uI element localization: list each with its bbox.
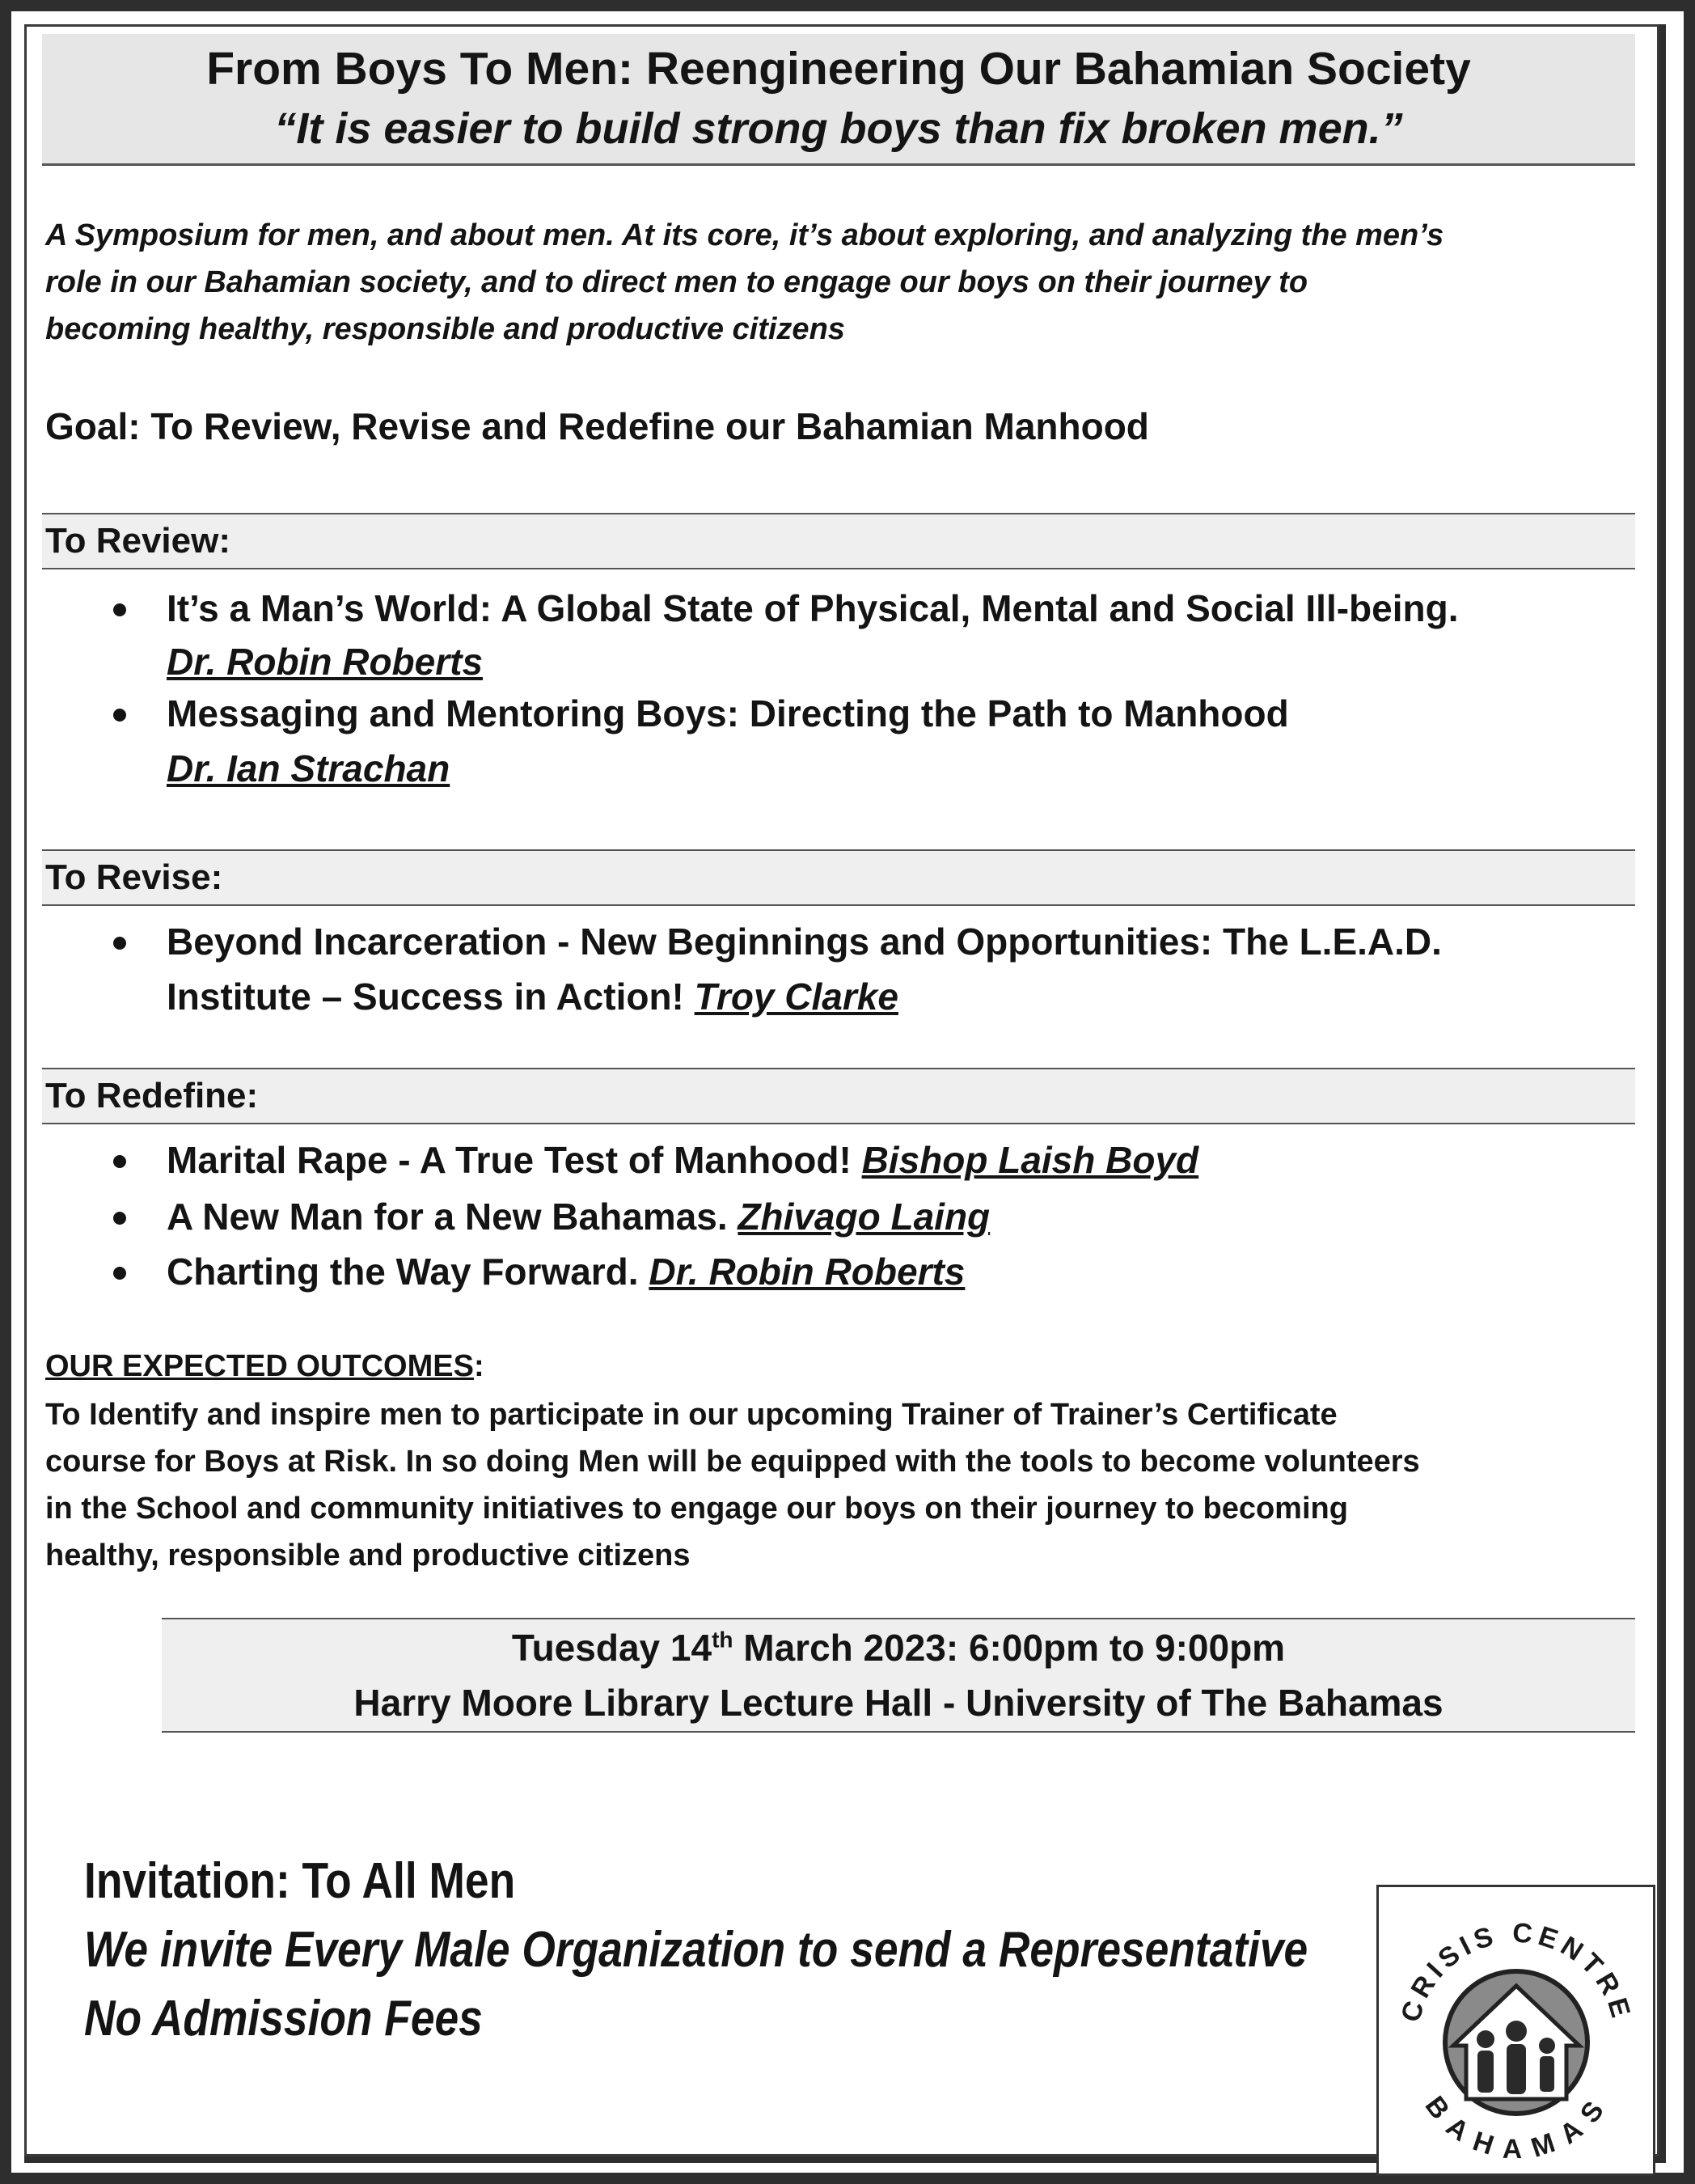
section-review-header <box>42 513 1635 569</box>
list-item-speaker <box>167 634 483 689</box>
speaker-name: Dr. Robin Roberts <box>167 641 484 683</box>
list-item <box>167 581 1459 636</box>
invitation-request: We invite Every Male Organization to send a Representative <box>84 1922 1308 1978</box>
crisis-centre-logo <box>1376 1885 1655 2176</box>
talk-title: Institute – Success in Action! <box>167 976 695 1018</box>
event-day-suffix: th <box>712 1627 733 1653</box>
goal-statement: Goal: To Review, Revise and Redefine our Bahamian Manhood <box>45 405 1149 447</box>
outcomes-heading <box>45 1349 484 1384</box>
list-item-speaker <box>167 741 450 796</box>
title-quote: “It is easier to build strong boys than fix broken men.” <box>274 104 1403 153</box>
outcomes-heading-colon: : <box>473 1349 484 1383</box>
list-item <box>167 1132 1198 1187</box>
speaker-name: Dr. Robin Roberts <box>649 1251 966 1293</box>
crisis-centre-logo-icon <box>1379 1887 1653 2173</box>
event-day: Tuesday 14 <box>511 1627 712 1669</box>
logo-top-text: CRISIS CENTRE <box>1395 1917 1638 2026</box>
intro-line: role in our Bahamian society, and to direct men to engage our boys on their journey to <box>45 265 1308 299</box>
bullet-icon <box>113 1267 126 1280</box>
intro-line: A Symposium for men, and about men. At its core, it’s about exploring, and analyzing the men’s <box>45 218 1444 252</box>
title-banner <box>42 34 1635 166</box>
invitation-heading: Invitation: To All Men <box>84 1853 516 1909</box>
outcomes-heading-text: OUR EXPECTED OUTCOMES <box>45 1349 474 1383</box>
border-shadow-right <box>1659 24 1666 2163</box>
list-item <box>167 914 1442 969</box>
section-revise-header <box>42 849 1635 906</box>
outcomes-paragraph <box>45 1391 1630 1579</box>
section-heading: To Revise: <box>45 857 223 897</box>
speaker-name: Zhivago Laing <box>738 1196 991 1238</box>
outcomes-line: To Identify and inspire men to participate in our upcoming Trainer of Trainer’s Certificate <box>45 1398 1338 1432</box>
talk-title: Marital Rape - A True Test of Manhood! <box>167 1139 862 1181</box>
bullet-icon <box>113 603 126 616</box>
speaker-name: Bishop Laish Boyd <box>861 1139 1199 1181</box>
outcomes-line: course for Boys at Risk. In so doing Men will be equipped with the tools to become volunteers <box>45 1445 1420 1479</box>
event-time: March 2023: 6:00pm to 9:00pm <box>733 1627 1286 1669</box>
bullet-icon <box>113 1155 126 1168</box>
logo-bottom-text: BAHAMAS <box>1418 2090 1614 2165</box>
section-heading: To Redefine: <box>45 1076 259 1115</box>
event-date-time <box>162 1626 1635 1670</box>
speaker-name: Dr. Ian Strachan <box>167 747 450 789</box>
list-item-continuation <box>167 969 898 1024</box>
outcomes-line: healthy, responsible and productive citizens <box>45 1539 691 1572</box>
talk-title: Messaging and Mentoring Boys: Directing the Path to Manhood <box>167 692 1289 734</box>
bullet-icon <box>113 709 126 722</box>
talk-title: Beyond Incarceration - New Beginnings and Opportunities: The L.E.A.D. <box>167 921 1442 963</box>
section-redefine-header <box>42 1068 1635 1124</box>
invitation-fees: No Admission Fees <box>84 1991 483 2046</box>
talk-title: It’s a Man’s World: A Global State of Physical, Mental and Social Ill-being. <box>167 587 1459 629</box>
page-title: From Boys To Men: Reengineering Our Bahamian Society <box>206 43 1471 95</box>
talk-title: A New Man for a New Bahamas. <box>167 1196 738 1238</box>
intro-line: becoming healthy, responsible and productive citizens <box>45 312 845 346</box>
bullet-icon <box>113 937 126 950</box>
intro-paragraph <box>45 212 1630 353</box>
list-item <box>167 1189 990 1244</box>
event-venue: Harry Moore Library Lecture Hall - University of The Bahamas <box>353 1682 1443 1724</box>
event-details-banner <box>162 1618 1635 1733</box>
talk-title: Charting the Way Forward. <box>167 1251 649 1293</box>
section-heading: To Review: <box>45 521 231 561</box>
bullet-icon <box>113 1212 126 1225</box>
outcomes-line: in the School and community initiatives to engage our boys on their journey to becoming <box>45 1492 1348 1526</box>
speaker-name: Troy Clarke <box>694 976 898 1018</box>
list-item <box>167 686 1289 741</box>
list-item <box>167 1244 965 1299</box>
